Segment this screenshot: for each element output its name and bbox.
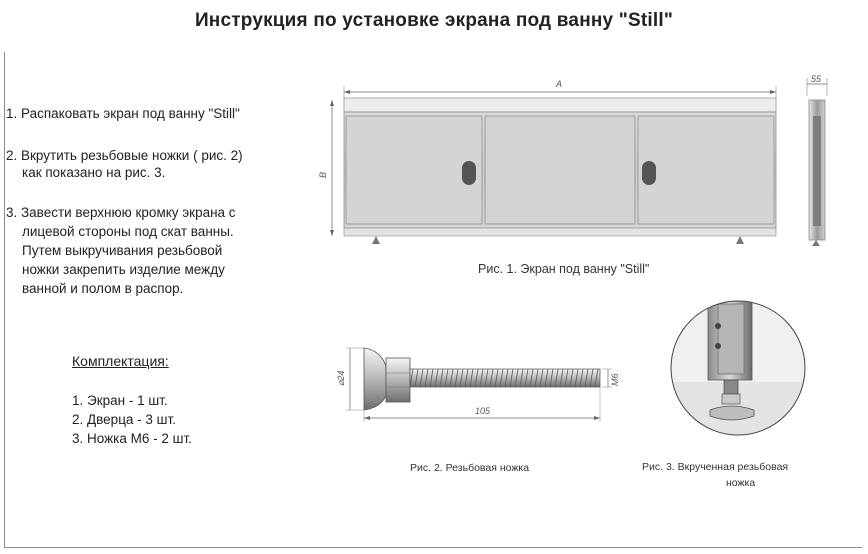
kit-item: 3. Ножка М6 - 2 шт. — [72, 431, 192, 446]
step-3: 3. Завести верхнюю кромку экрана с — [6, 205, 236, 220]
step-1: 1. Распаковать экран под ванну "Still" — [6, 106, 240, 121]
door-handle — [462, 161, 476, 185]
fig3-caption-line1: Рис. 3. Вкрученная резьбовая — [642, 461, 789, 473]
step-3-line5: ванной и полом в распор. — [22, 281, 184, 296]
dim-thread-label: M6 — [610, 373, 620, 386]
dim-depth-label: 55 — [811, 74, 822, 84]
dim-height-label: B — [318, 171, 328, 178]
kit-title: Комплектация: — [72, 353, 169, 369]
door-handle — [642, 161, 656, 185]
step-3-line2: лицевой стороны под скат ванны. — [22, 224, 234, 239]
dim-diameter-label: ⌀24 — [336, 370, 346, 386]
step-2-cont: как показано на рис. 3. — [22, 165, 166, 180]
step-3-line3: Путем выкручивания резьбовой — [22, 243, 223, 258]
fig3-caption-line2: ножка — [726, 477, 756, 489]
step-3-line4: ножки закрепить изделие между — [22, 262, 225, 277]
dim-length-label: A — [556, 79, 563, 89]
fig2-caption: Рис. 2. Резьбовая ножка — [410, 462, 530, 474]
dim-length-foot-label: 105 — [475, 406, 491, 416]
fig1-screen-drawing — [310, 70, 822, 250]
page-frame-bottom — [4, 547, 862, 548]
fig2-foot-drawing — [330, 330, 620, 440]
kit-item: 1. Экран - 1 шт. — [72, 393, 168, 408]
step-2: 2. Вкрутить резьбовые ножки ( рис. 2) — [6, 148, 243, 163]
kit-item: 2. Дверца - 3 шт. — [72, 412, 176, 427]
fig1-caption: Рис. 1. Экран под ванну "Still" — [478, 262, 650, 276]
fig3-detail-drawing — [668, 298, 808, 438]
page-title: Инструкция по установке экрана под ванну "Still" — [194, 10, 674, 31]
page-frame-left — [4, 52, 5, 548]
